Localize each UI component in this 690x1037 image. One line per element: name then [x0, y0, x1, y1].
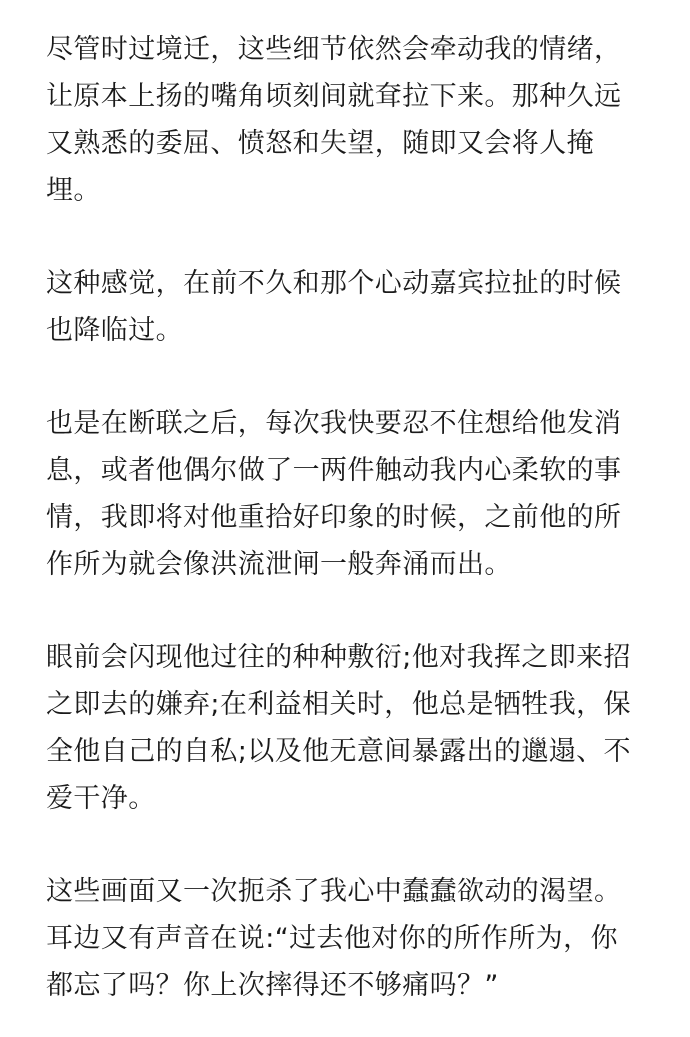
paragraph-spacer — [46, 822, 656, 868]
paragraph-5: 这些画面又一次扼杀了我心中蠢蠢欲动的渴望。 耳边又有声音在说:“过去他对你的所作所为，你 都忘了吗？你上次摔得还不够痛吗？” — [46, 876, 622, 1001]
paragraph-3: 也是在断联之后，每次我快要忍不住想给他发消 息，或者他偶尔做了一两件触动我内心柔软的事 情，我即将对他重拾好印象的时候，之前他的所 作所为就会像洪流泄闸一般奔涌而出。 — [46, 408, 622, 580]
paragraph-1: 尽管时过境迁，这些细节依然会牵动我的情绪， 让原本上扬的嘴角顷刻间就耷拉下来。那种久远 又熟悉的委屈、愤怒和失望，随即又会将人掩 埋。 — [46, 34, 622, 206]
paragraph-2: 这种感觉，在前不久和那个心动嘉宾拉扯的时候 也降临过。 — [46, 268, 622, 346]
paragraph-spacer — [46, 354, 656, 400]
paragraph-4: 眼前会闪现他过往的种种敷衍;他对我挥之即来招 之即去的嫌弃;在利益相关时，他总是牺牲我，保 全他自己的自私;以及他无意间暴露出的邋遢、不 爱干净。 — [46, 642, 631, 814]
paragraph-spacer — [46, 214, 656, 260]
paragraph-spacer — [46, 588, 656, 634]
article-body — [46, 26, 656, 1009]
